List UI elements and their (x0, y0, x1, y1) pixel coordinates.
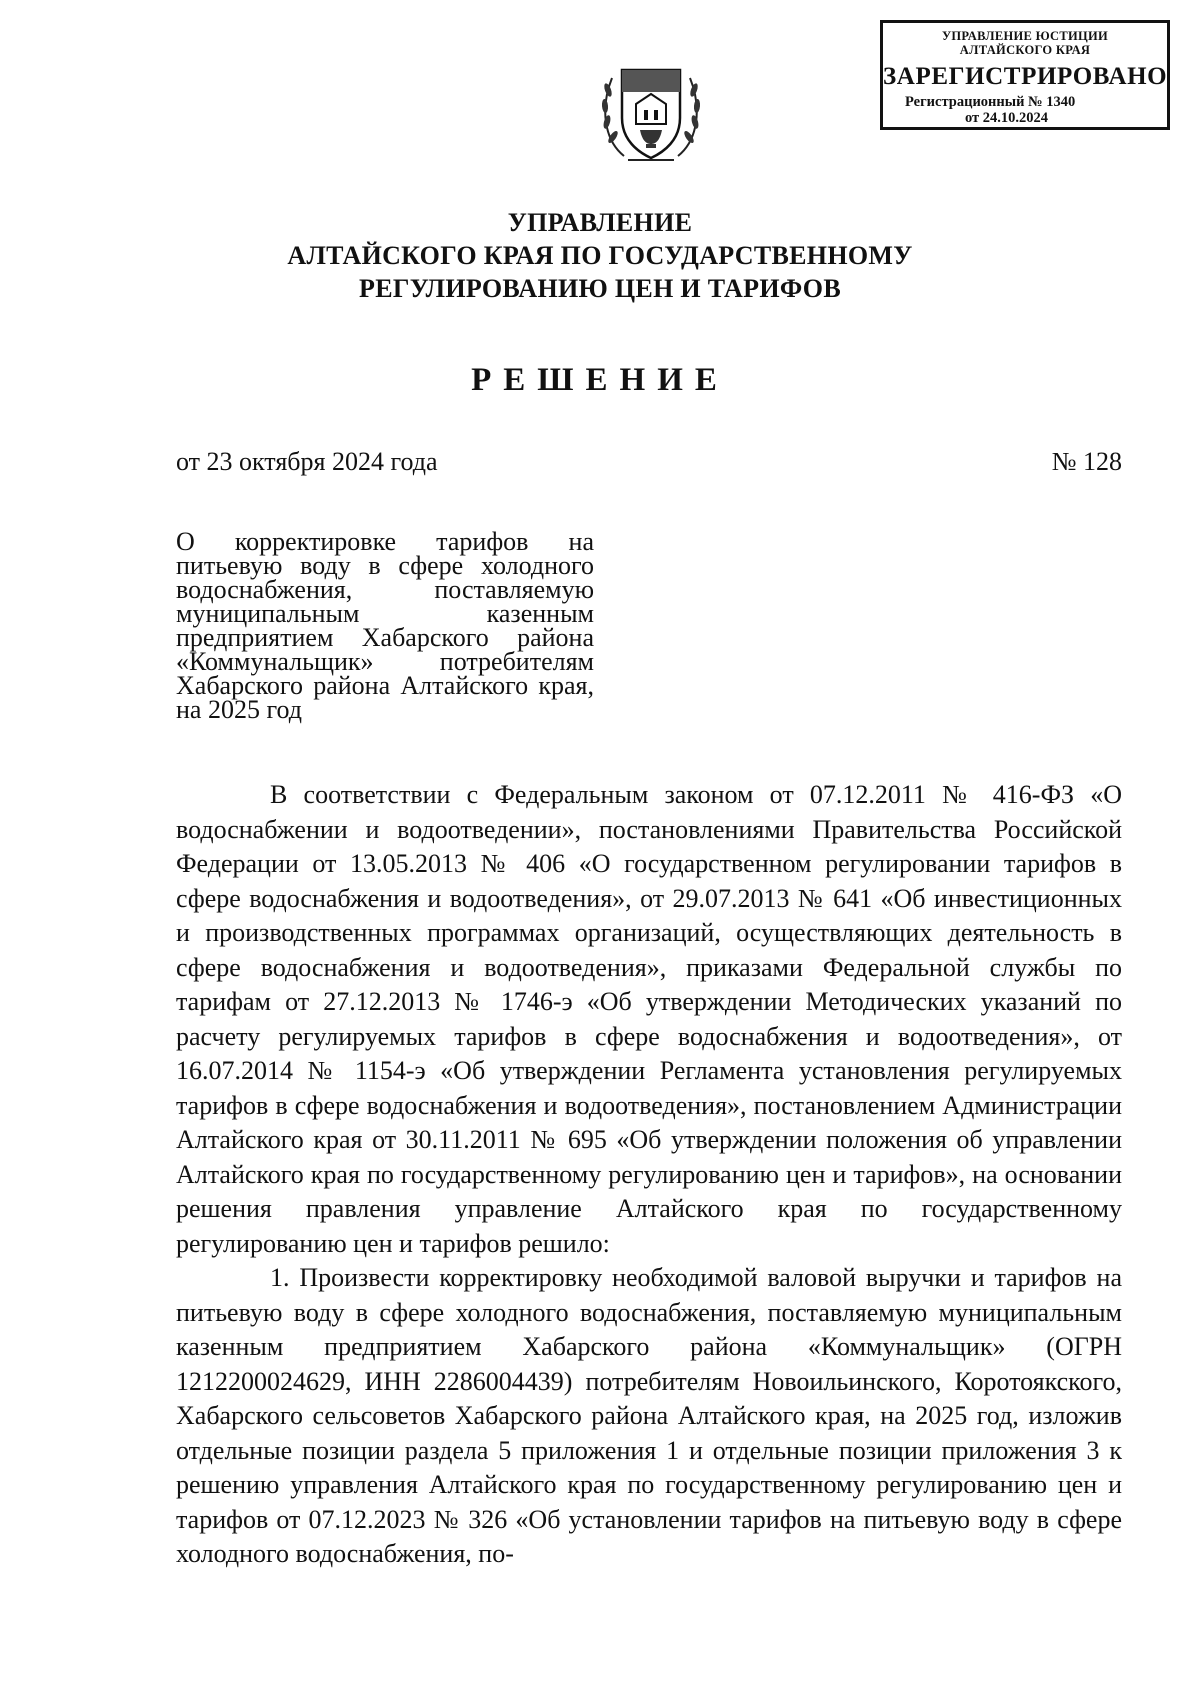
document-date: от 23 октября 2024 года (176, 447, 438, 476)
stamp-reg-number: Регистрационный № 1340 (905, 94, 1076, 110)
coat-of-arms-icon (598, 48, 704, 168)
stamp-status: ЗАРЕГИСТРИРОВАНО (883, 63, 1168, 90)
authority-line1: УПРАВЛЕНИЕ (507, 208, 693, 237)
issuing-authority (0, 206, 1200, 305)
document-body (176, 778, 1122, 1572)
authority-line2: АЛТАЙСКОГО КРАЯ ПО ГОСУДАРСТВЕННОМУ (287, 241, 913, 270)
stamp-reg-date: от 24.10.2024 (965, 110, 1049, 126)
registration-stamp (880, 20, 1170, 130)
stamp-registration (883, 94, 1167, 126)
stamp-org-line1: УПРАВЛЕНИЕ ЮСТИЦИИ (941, 29, 1109, 43)
body-paragraph-preamble: В соответствии с Федеральным законом от 07.12.2011 № 416-ФЗ «О водоснабжении и водоотведении», постановлениями Правительства Российской Федерации от 13.05.2013 № 406 «О государственном регулировании тарифов в сфере водоснабжения и водоотведения», от 29.07.2013 № 641 «Об инвестиционных и производственных программах организаций, осуществляющих деятельность в сфере водоснабжения и водоотведения», приказами Федеральной службы по тарифам от 27.12.2013 № 1746-э «Об утверждении Методических указаний по расчету регулируемых тарифов в сфере водоснабжения и водоотведения», от 16.07.2014 № 1154-э «Об утверждении Регламента установления регулируемых тарифов в сфере водоснабжения и водоотведения», постановлением Администрации Алтайского края от 30.11.2011 № 695 «Об утверждении положения об управлении Алтайского края по государственному регулированию цен и тарифов», на основании решения правления управление Алтайского края по государственному регулированию цен и тарифов решило: (176, 780, 1122, 1258)
stamp-org-line2: АЛТАЙСКОГО КРАЯ (959, 43, 1091, 57)
authority-line3: РЕГУЛИРОВАНИЮ ЦЕН И ТАРИФОВ (359, 274, 841, 303)
document-subject: О корректировке тарифов на питьевую воду в сфере холодного водоснабжения, поставляемую муниципальным казенным предприятием Хабарского района «Коммунальщик» потребителям Хабарского района Алтайского края, на 2025 год (176, 527, 594, 724)
stamp-organization (883, 29, 1167, 57)
body-paragraph-item-1: 1. Произвести корректировку необходимой валовой выручки и тарифов на питьевую воду в сфере холодного водоснабжения, поставляемую муниципальным казенным предприятием Хабарского района «Коммунальщик» (ОГРН 1212200024629, ИНН 2286004439) потребителям Новоильинского, Коротоякского, Хабарского сельсоветов Хабарского района Алтайского края, на 2025 год, изложив отдельные позиции раздела 5 приложения 1 и отдельные позиции приложения 3 к решению управления Алтайского края по государственному регулированию цен и тарифов от 07.12.2023 № 326 «Об установлении тарифов на питьевую воду в сфере холодного водоснабжения, по- (176, 1263, 1122, 1568)
document-number: № 128 (1051, 447, 1122, 476)
document-title: РЕШЕНИЕ (471, 362, 729, 398)
